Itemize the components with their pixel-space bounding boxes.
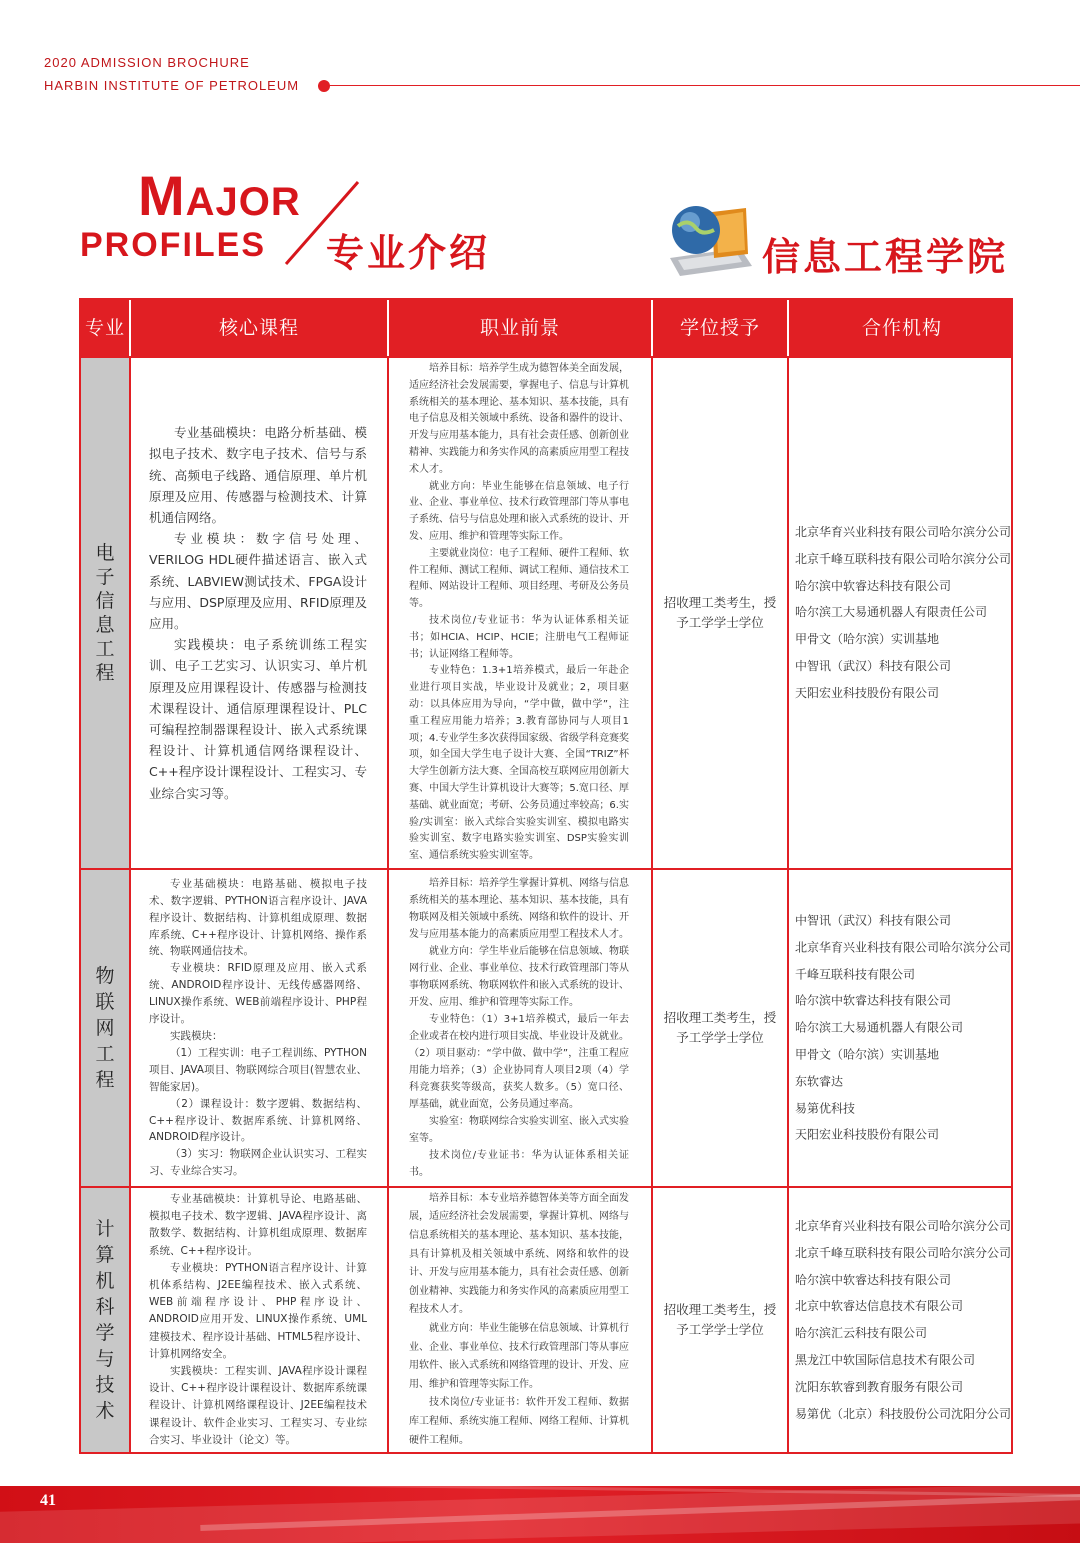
partner-item: 甲骨文（哈尔滨）实训基地 [795, 632, 940, 647]
partner-item: 千峰互联科技有限公司 [795, 967, 916, 982]
title-chinese: 专业介绍 [326, 231, 491, 275]
partners-list [795, 907, 1011, 1148]
partner-item: 哈尔滨中软睿达科技有限公司 [795, 578, 952, 593]
header-rule [330, 85, 1080, 86]
career-paragraph: 主要就业岗位：电子工程师、硬件工程师、软件工程师、测试工程师、调试工程师、通信技术工程师、网站设计工程师、项目经理、考研及公务员等。 [409, 547, 629, 610]
course-paragraph: 专业基础模块：电路基础、模拟电子技术、数字逻辑、PYTHON语言程序设计、JAVA程序设计、数据结构、计算机组成原理、数据库系统、C++程序设计、计算机网络、操作系统、物联网通信技术。 [149, 877, 367, 958]
career-paragraph: 就业方向：学生毕业后能够在信息领域、物联网行业、企业、事业单位、技术行政管理部门等从事物联网系统、物联网软件和嵌入式系统的设计、开发、应用、维护和管理等实际工作。 [409, 946, 629, 1008]
brochure-title: 2020 ADMISSION BROCHURE [44, 55, 250, 70]
course-paragraph: 实践模块： [170, 1030, 223, 1042]
partner-item: 甲骨文（哈尔滨）实训基地 [795, 1047, 940, 1062]
partners-list [795, 1213, 1011, 1427]
career-paragraph: 专业特色：（1）3+1培养模式，最后一年去企业或者在校内进行项目实战、毕业设计及就业。（2）项目驱动：“学中做、做中学”，注重工程应用能力培养；（3）企业协同育人项目2项（4）学科竞赛获奖等级高，获奖人数多。（5）宽口径、厚基础，就业面宽，公务员通过率高。 [409, 1014, 629, 1110]
partner-item: 哈尔滨中软睿达科技有限公司 [795, 993, 952, 1008]
career-paragraph: 就业方向：毕业生能够在信息领域、电子行业、企业、事业单位、技术行政管理部门等从事电子系统、信号与信息处理和嵌入式系统的设计、开发、应用、维护和管理等实际工作。 [409, 480, 629, 543]
major-name: 计 算 机 科 学 与 技 术 [95, 1218, 115, 1422]
course-paragraph: 实践模块：工程实训、JAVA程序设计课程设计、C++程序设计课程设计、数据库系统课程设计、计算机网络课程设计、J2EE编程技术课程设计、软件企业实习、工程实习、专业综合实习、毕业设计（论文）等。 [149, 1365, 367, 1446]
course-paragraph: 实践模块：电子系统训练工程实训、电子工艺实习、认识实习、单片机原理及应用课程设计、传感器与检测技术课程设计、通信原理课程设计、PLC可编程控制器课程设计、嵌入式系统课程设计、计算机通信网络课程设计、C++程序设计课程设计、工程实习、专业综合实习等。 [149, 637, 367, 801]
table-row-cs [81, 1186, 1011, 1452]
table-row-iot [81, 868, 1011, 1186]
partners-list [795, 519, 1011, 707]
partner-item: 中智讯（武汉）科技有限公司 [795, 659, 952, 674]
partner-item: 北京华育兴业科技有限公司哈尔滨分公司 [795, 1218, 1011, 1233]
partner-item: 哈尔滨工大易通机器人有限公司 [795, 1020, 964, 1035]
partner-item: 北京华育兴业科技有限公司哈尔滨分公司 [795, 940, 1011, 955]
degree-text: 招收理工类考生，授予工学学士学位 [663, 595, 777, 630]
course-paragraph: （3）实习：物联网企业认识实习、工程实习、专业综合实习。 [149, 1148, 367, 1178]
partner-item: 易第优科技 [795, 1100, 856, 1115]
header-major: 专业 [81, 300, 131, 356]
courses-cell [131, 1188, 389, 1452]
partner-item: 北京千峰互联科技有限公司哈尔滨分公司 [795, 552, 1011, 567]
partner-item: 哈尔滨工大易通机器人有限责任公司 [795, 605, 988, 620]
courses-cell [131, 870, 389, 1186]
header-dot [318, 80, 330, 92]
partners-cell [789, 1188, 1011, 1452]
course-paragraph: 专业基础模块：计算机导论、电路基础、模拟电子技术、数字逻辑、JAVA程序设计、离散数学、数据结构、计算机组成原理、数据库系统、C++程序设计。 [149, 1192, 367, 1257]
major-cell [81, 358, 131, 868]
school-name: 信息工程学院 [762, 235, 1009, 279]
course-paragraph: 专业模块：RFID原理及应用、嵌入式系统、ANDROID程序设计、无线传感器网络、LINUX操作系统、WEB前端程序设计、PHP程序设计。 [149, 962, 367, 1026]
course-paragraph: 专业模块：数字信号处理、VERILOG HDL硬件描述语言、嵌入式系统、LABVIEW测试技术、FPGA设计与应用、DSP原理及应用、RFID原理及应用。 [149, 531, 367, 631]
career-paragraph: 培养目标：培养学生成为德智体美全面发展，适应经济社会发展需要，掌握电子、信息与计算机系统相关的基本理论、基本知识、基本技能，具有电子信息及相关领域中系统、设备和器件的设计、开发与应用基本能力，具有社会责任感、创新创业精神、实践能力和务实作风的高素质应用型工程技术人才。 [409, 363, 629, 475]
degree-cell [653, 1188, 789, 1452]
partner-item: 北京千峰互联科技有限公司哈尔滨分公司 [795, 1245, 1011, 1260]
career-paragraph: 培养目标：本专业培养德智体美等方面全面发展，适应经济社会发展需要，掌握计算机、网络与信息系统相关的基本理论、基本知识、基本技能，具有计算机及相关领域中系统、网络和软件的设计、开发与应用基本能力，具有社会责任感、创新创业精神、实践能力和务实作风的高素质应用型工程技术人才。 [409, 1192, 629, 1316]
table-header [81, 300, 1011, 356]
title-major-rest: AJOR [185, 180, 301, 224]
major-name: 物 联 网 工 程 [95, 965, 115, 1091]
institute-name: HARBIN INSTITUTE OF PETROLEUM [44, 78, 300, 93]
degree-cell [653, 358, 789, 868]
partner-item: 天阳宏业科技股份有限公司 [795, 1127, 940, 1142]
major-name: 电 子 信 息 工 程 [95, 542, 115, 684]
partner-item: 黑龙江中软国际信息技术有限公司 [795, 1352, 976, 1367]
partners-cell [789, 358, 1011, 868]
degree-text: 招收理工类考生，授予工学学士学位 [663, 1302, 777, 1337]
course-paragraph: 专业模块：PYTHON语言程序设计、计算机体系结构、J2EE编程技术、嵌入式系统、WEB前端程序设计、PHP程序设计、ANDROID应用开发、LINUX操作系统、UML建模技术、程序设计基础、HTML5程序设计、计算机网络安全。 [149, 1261, 367, 1360]
partner-item: 易第优（北京）科技股份公司沈阳分公司 [795, 1406, 1011, 1421]
career-paragraph: 就业方向：毕业生能够在信息领域、计算机行业、企业、事业单位、技术行政管理部门等从事应用软件、嵌入式系统和网络管理的设计、开发、应用、维护和管理等实际工作。 [409, 1323, 629, 1390]
major-table [79, 298, 1013, 1454]
career-cell [389, 870, 653, 1186]
partner-item: 哈尔滨中软睿达科技有限公司 [795, 1272, 952, 1287]
career-paragraph: 技术岗位/专业证书：华为认证体系相关证书。 [409, 1150, 629, 1178]
globe-laptop-icon [662, 200, 754, 280]
title-major-initial: M [138, 164, 186, 227]
header-career: 职业前景 [389, 300, 653, 356]
course-paragraph: 专业基础模块：电路分析基础、模拟电子技术、数字电子技术、信号与系统、高频电子线路、通信原理、单片机原理及应用、传感器与检测技术、计算机通信网络。 [149, 425, 367, 525]
course-paragraph: （2）课程设计：数字逻辑、数据结构、C++程序设计、数据库系统、计算机网络、ANDROID程序设计。 [149, 1097, 367, 1144]
partners-cell [789, 870, 1011, 1186]
career-paragraph: 专业特色：1.3+1培养模式，最后一年赴企业进行项目实战，毕业设计及就业；2，项目驱动：以具体应用为导向，“学中做，做中学”，注重工程应用能力培养；3.教育部协同与人项目1项；4.专业学生多次获得国家级、省级学科竞赛奖项，如全国大学生电子设计大赛、全国“TRIZ”杯大学生创新方法大赛、全国高校互联网应用创新大赛、中国大学生计算机设计大赛等；5.宽口径、厚基础、就业面宽；考研、公务员通过率较高；6.实验/实训室：嵌入式综合实验实训室、模拟电路实验实训室、数字电路实验实训室、DSP实验实训室、通信系统实验实训室等。 [409, 665, 629, 862]
career-paragraph: 实验室：物联网综合实验实训室、嵌入式实验室等。 [409, 1116, 629, 1144]
degree-text: 招收理工类考生，授予工学学士学位 [663, 1010, 777, 1045]
major-cell [81, 870, 131, 1186]
table-row-electronic [81, 356, 1011, 868]
partner-item: 沈阳东软睿到教育服务有限公司 [795, 1379, 964, 1394]
header-degree: 学位授予 [653, 300, 789, 356]
course-paragraph: （1）工程实训：电子工程训练、PYTHON项目、JAVA项目、物联网综合项目(智慧农业、智能家居)。 [149, 1046, 367, 1093]
title-major [138, 163, 301, 228]
partner-item: 哈尔滨汇云科技有限公司 [795, 1326, 928, 1340]
partner-item: 北京中软睿达信息技术有限公司 [795, 1299, 964, 1314]
major-cell [81, 1188, 131, 1452]
page-number: 41 [40, 1492, 56, 1509]
partner-item: 东软睿达 [795, 1074, 844, 1089]
career-cell [389, 358, 653, 868]
degree-cell [653, 870, 789, 1186]
partner-item: 天阳宏业科技股份有限公司 [795, 685, 940, 700]
partner-item: 中智讯（武汉）科技有限公司 [795, 913, 952, 928]
header-partners: 合作机构 [861, 317, 942, 339]
partner-item: 北京华育兴业科技有限公司哈尔滨分公司 [795, 525, 1011, 540]
career-paragraph: 培养目标：培养学生掌握计算机、网络与信息系统相关的基本理论、基本知识、基本技能，具有物联网及相关领域中系统、网络和软件的设计、开发与应用基本能力的高素质应用型工程技术人才。 [409, 878, 629, 940]
header-courses: 核心课程 [131, 300, 389, 356]
career-paragraph: 技术岗位/专业证书：软件开发工程师、数据库工程师、系统实施工程师、网络工程师、计算机硬件工程师。 [409, 1397, 629, 1446]
career-cell [389, 1188, 653, 1452]
career-paragraph: 技术岗位/专业证书：华为认证体系相关证书；如HCIA、HCIP、HCIE；注册电气工程师证书；认证网络工程师等。 [409, 615, 629, 660]
title-profiles: PROFILES [80, 226, 267, 264]
courses-cell [131, 358, 389, 868]
footer-band [0, 1486, 1080, 1543]
